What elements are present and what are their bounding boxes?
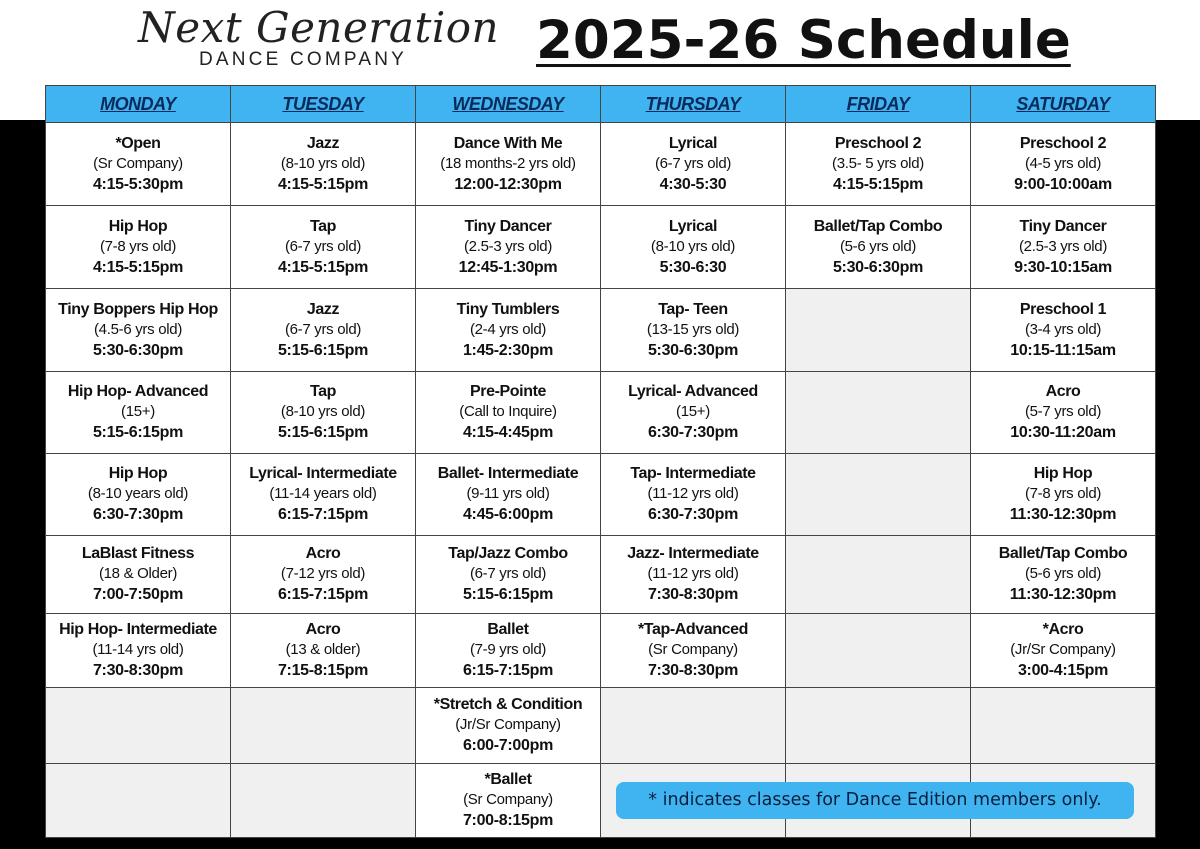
class-cell-thursday <box>601 536 786 614</box>
class-name: Lyrical <box>668 134 718 152</box>
class-age-range: (6-7 yrs old) <box>284 320 362 338</box>
class-age-range: (11-12 yrs old) <box>647 565 739 582</box>
class-name: Tiny Dancer <box>464 217 552 235</box>
class-name: Tap/Jazz Combo <box>448 545 568 562</box>
class-cell-saturday <box>971 614 1156 688</box>
class-age-range: (4.5-6 yrs old) <box>93 320 183 338</box>
members-note: * indicates classes for Dance Edition members only. <box>616 782 1134 819</box>
empty-cell-monday <box>46 688 231 764</box>
class-age-range: (3.5- 5 yrs old) <box>832 154 924 172</box>
empty-cell-monday <box>46 764 231 838</box>
class-cell-thursday <box>601 614 786 688</box>
class-age-range: (5-7 yrs old) <box>1024 403 1102 420</box>
class-age-range: (5-6 yrs old) <box>839 237 917 255</box>
schedule-title: 2025-26 Schedule <box>536 10 1071 71</box>
schedule-row <box>46 289 1156 372</box>
class-age-range: (13 & older) <box>285 641 361 658</box>
empty-cell-friday <box>786 372 971 454</box>
class-cell-saturday <box>971 372 1156 454</box>
class-age-range: (11-14 years old) <box>269 485 377 502</box>
class-name: *Ballet <box>484 771 532 788</box>
class-time: 6:30-7:30pm <box>647 424 739 441</box>
class-name: Acro <box>305 621 341 638</box>
class-time: 9:30-10:15am <box>1014 258 1112 276</box>
day-header-monday: MONDAY <box>46 86 231 123</box>
class-cell-monday <box>46 206 231 289</box>
schedule-body <box>46 123 1156 838</box>
class-time: 5:15-6:15pm <box>277 341 369 359</box>
class-age-range: (9-11 yrs old) <box>466 485 550 502</box>
class-name: Preschool 2 <box>834 134 922 152</box>
class-name: Tap- Teen <box>658 300 728 318</box>
class-time: 11:30-12:30pm <box>1009 506 1117 523</box>
class-name: *Tap-Advanced <box>637 621 749 638</box>
class-name: *Acro <box>1042 621 1084 638</box>
class-name: Jazz- Intermediate <box>627 545 759 562</box>
class-name: Hip Hop- Advanced <box>67 383 209 400</box>
class-name: Tap <box>309 383 337 400</box>
class-age-range: (2.5-3 yrs old) <box>463 237 553 255</box>
class-name: Tap- Intermediate <box>630 465 756 482</box>
class-cell-tuesday <box>231 289 416 372</box>
class-time: 4:45-6:00pm <box>462 506 554 523</box>
schedule-row <box>46 688 1156 764</box>
class-cell-thursday <box>601 372 786 454</box>
class-name: Dance With Me <box>453 134 563 152</box>
class-time: 3:00-4:15pm <box>1017 662 1109 679</box>
class-cell-thursday <box>601 206 786 289</box>
class-cell-tuesday <box>231 454 416 536</box>
class-time: 6:00-7:00pm <box>462 737 554 754</box>
class-cell-tuesday <box>231 372 416 454</box>
class-time: 4:15-5:15pm <box>832 175 924 193</box>
class-age-range: (3-4 yrs old) <box>1024 320 1102 338</box>
class-time: 6:30-7:30pm <box>647 506 739 523</box>
class-name: Tiny Dancer <box>1019 217 1107 235</box>
day-header-tuesday: TUESDAY <box>231 86 416 123</box>
class-age-range: (7-12 yrs old) <box>280 565 366 582</box>
class-time: 7:00-7:50pm <box>92 586 184 603</box>
class-age-range: (5-6 yrs old) <box>1024 565 1102 582</box>
class-age-range: (2-4 yrs old) <box>469 320 547 338</box>
class-name: Pre-Pointe <box>469 383 547 400</box>
class-cell-monday <box>46 372 231 454</box>
class-age-range: (11-12 yrs old) <box>647 485 739 502</box>
schedule-row <box>46 206 1156 289</box>
empty-cell-friday <box>786 614 971 688</box>
day-header-friday: FRIDAY <box>786 86 971 123</box>
class-name: Hip Hop <box>108 465 168 482</box>
class-cell-saturday <box>971 289 1156 372</box>
class-name: Lyrical- Advanced <box>628 383 758 400</box>
class-name: Lyrical- Intermediate <box>249 465 397 482</box>
class-age-range: (8-10 yrs old) <box>280 154 366 172</box>
class-age-range: (Call to Inquire) <box>459 403 557 420</box>
class-age-range: (6-7 yrs old) <box>469 565 547 582</box>
class-time: 5:30-6:30 <box>659 258 727 276</box>
schedule-row <box>46 372 1156 454</box>
class-age-range: (Sr Company) <box>648 641 738 658</box>
logo-script-text: Next Generation <box>138 3 500 52</box>
empty-cell-friday <box>786 289 971 372</box>
class-cell-monday <box>46 614 231 688</box>
class-cell-wednesday <box>416 688 601 764</box>
class-name: Preschool 2 <box>1019 134 1107 152</box>
class-name: Ballet- Intermediate <box>437 465 579 482</box>
class-name: Ballet <box>487 621 529 638</box>
class-cell-wednesday <box>416 372 601 454</box>
class-cell-wednesday <box>416 289 601 372</box>
class-name: Jazz <box>306 300 340 318</box>
class-age-range: (18 & Older) <box>98 565 178 582</box>
class-cell-thursday <box>601 123 786 206</box>
class-cell-monday <box>46 536 231 614</box>
company-logo <box>138 3 500 74</box>
class-cell-thursday <box>601 454 786 536</box>
class-time: 5:30-6:30pm <box>832 258 924 276</box>
class-age-range: (Sr Company) <box>463 791 553 808</box>
class-time: 6:15-7:15pm <box>277 506 369 523</box>
day-header-thursday: THURSDAY <box>601 86 786 123</box>
class-age-range: (4-5 yrs old) <box>1024 154 1102 172</box>
empty-cell-tuesday <box>231 688 416 764</box>
class-time: 7:30-8:30pm <box>92 662 184 679</box>
class-name: *Stretch & Condition <box>433 696 583 713</box>
class-cell-wednesday <box>416 536 601 614</box>
class-time: 6:15-7:15pm <box>277 586 369 603</box>
class-time: 5:30-6:30pm <box>647 341 739 359</box>
empty-cell-friday <box>786 454 971 536</box>
class-cell-tuesday <box>231 536 416 614</box>
class-name: Ballet/Tap Combo <box>998 545 1128 562</box>
class-time: 5:15-6:15pm <box>277 424 369 441</box>
class-cell-friday <box>786 123 971 206</box>
class-cell-monday <box>46 123 231 206</box>
class-cell-saturday <box>971 536 1156 614</box>
class-time: 10:30-11:20am <box>1010 424 1116 441</box>
class-time: 12:45-1:30pm <box>458 258 558 276</box>
class-time: 4:15-5:30pm <box>92 175 184 193</box>
empty-cell-thursday <box>601 688 786 764</box>
class-cell-wednesday <box>416 206 601 289</box>
class-name: Lyrical <box>668 217 718 235</box>
logo-subtitle: DANCE COMPANY <box>198 49 408 70</box>
class-time: 4:15-5:15pm <box>92 258 184 276</box>
class-age-range: (7-9 yrs old) <box>469 641 547 658</box>
empty-cell-friday <box>786 536 971 614</box>
class-time: 9:00-10:00am <box>1014 175 1112 193</box>
class-time: 4:15-5:15pm <box>277 175 369 193</box>
schedule-row <box>46 454 1156 536</box>
class-name: Tiny Tumblers <box>456 300 560 318</box>
class-age-range: (6-7 yrs old) <box>654 154 732 172</box>
class-time: 10:15-11:15am <box>1010 341 1116 359</box>
class-time: 5:30-6:30pm <box>92 341 184 359</box>
class-cell-monday <box>46 289 231 372</box>
class-time: 11:30-12:30pm <box>1009 586 1117 603</box>
class-cell-wednesday <box>416 123 601 206</box>
class-time: 4:30-5:30 <box>659 175 727 193</box>
class-time: 7:15-8:15pm <box>277 662 369 679</box>
class-age-range: (8-10 yrs old) <box>280 403 366 420</box>
class-age-range: (Sr Company) <box>93 154 183 172</box>
class-name: Ballet/Tap Combo <box>813 217 943 235</box>
class-age-range: (Jr/Sr Company) <box>1010 641 1116 658</box>
class-name: Tap <box>309 217 337 235</box>
class-age-range: (7-8 yrs old) <box>1024 485 1102 502</box>
class-name: Preschool 1 <box>1019 300 1107 318</box>
schedule-table <box>45 85 1156 838</box>
class-name: Hip Hop <box>1033 465 1093 482</box>
class-name: Jazz <box>306 134 340 152</box>
class-cell-saturday <box>971 206 1156 289</box>
class-time: 4:15-5:15pm <box>277 258 369 276</box>
class-time: 7:30-8:30pm <box>647 662 739 679</box>
class-time: 5:15-6:15pm <box>92 424 184 441</box>
empty-cell-tuesday <box>231 764 416 838</box>
class-name: Tiny Boppers Hip Hop <box>58 300 218 318</box>
class-age-range: (2.5-3 yrs old) <box>1018 237 1108 255</box>
class-time: 12:00-12:30pm <box>454 175 562 193</box>
class-age-range: (18 months-2 yrs old) <box>440 154 576 172</box>
empty-cell-friday <box>786 688 971 764</box>
class-cell-tuesday <box>231 614 416 688</box>
class-name: *Open <box>115 134 161 152</box>
class-age-range: (7-8 yrs old) <box>99 237 177 255</box>
schedule-row <box>46 614 1156 688</box>
class-age-range: (Jr/Sr Company) <box>455 716 561 733</box>
day-header-saturday: SATURDAY <box>971 86 1156 123</box>
class-cell-wednesday <box>416 764 601 838</box>
class-time: 7:00-8:15pm <box>462 812 554 829</box>
class-cell-friday <box>786 206 971 289</box>
empty-cell-saturday <box>971 688 1156 764</box>
class-name: Acro <box>1045 383 1081 400</box>
class-age-range: (8-10 yrs old) <box>650 237 736 255</box>
class-age-range: (15+) <box>121 403 155 420</box>
schedule-row <box>46 123 1156 206</box>
class-cell-monday <box>46 454 231 536</box>
class-age-range: (6-7 yrs old) <box>284 237 362 255</box>
class-cell-thursday <box>601 289 786 372</box>
class-time: 6:15-7:15pm <box>462 662 554 679</box>
class-time: 4:15-4:45pm <box>462 424 554 441</box>
schedule-row <box>46 536 1156 614</box>
class-name: Hip Hop- Intermediate <box>59 621 217 638</box>
class-age-range: (8-10 years old) <box>87 485 189 502</box>
class-age-range: (13-15 yrs old) <box>646 320 740 338</box>
class-cell-tuesday <box>231 123 416 206</box>
class-cell-tuesday <box>231 206 416 289</box>
day-header-wednesday: WEDNESDAY <box>416 86 601 123</box>
class-cell-saturday <box>971 454 1156 536</box>
class-age-range: (15+) <box>676 403 710 420</box>
class-cell-saturday <box>971 123 1156 206</box>
class-time: 1:45-2:30pm <box>462 341 554 359</box>
class-time: 7:30-8:30pm <box>647 586 739 603</box>
class-name: Acro <box>305 545 341 562</box>
class-cell-wednesday <box>416 614 601 688</box>
class-time: 6:30-7:30pm <box>92 506 184 523</box>
class-name: Hip Hop <box>108 217 168 235</box>
class-time: 5:15-6:15pm <box>462 586 554 603</box>
class-cell-wednesday <box>416 454 601 536</box>
day-header-row <box>46 86 1156 123</box>
class-name: LaBlast Fitness <box>81 545 195 562</box>
class-age-range: (11-14 yrs old) <box>92 641 184 658</box>
